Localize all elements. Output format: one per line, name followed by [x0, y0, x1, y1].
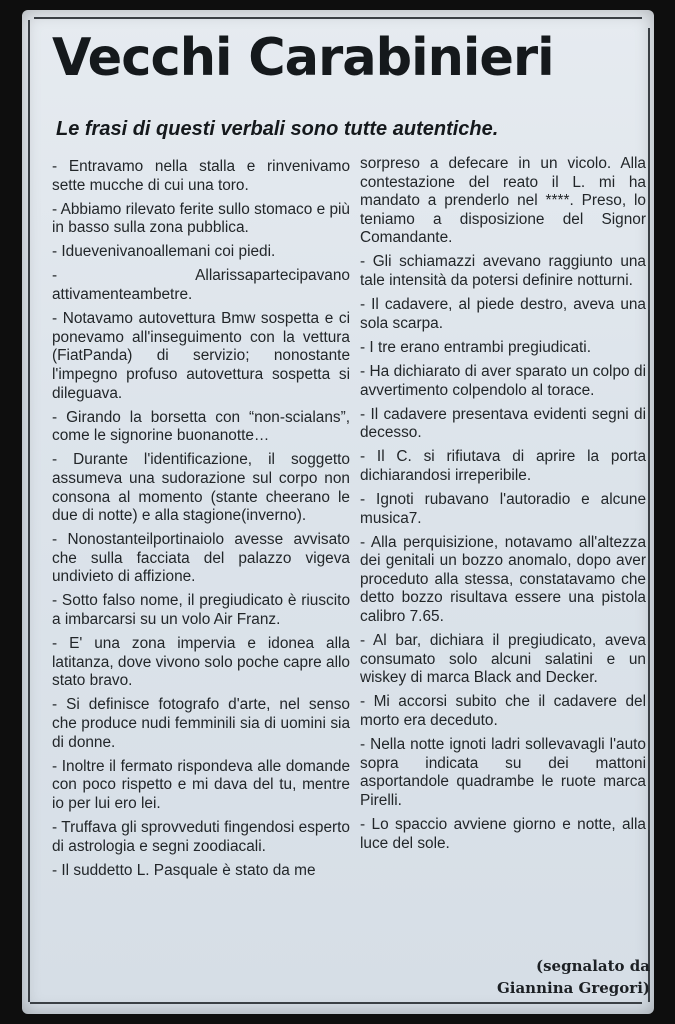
top-border-rule: [34, 17, 642, 19]
credit-author: Giannina Gregori): [496, 979, 650, 997]
quote-paragraph: - Truffava gli sprovveduti fingendosi esperto di astrologia e segni zoodiacali.: [52, 819, 350, 855]
quote-paragraph: - Abbiamo rilevato ferite sullo stomaco e più in basso sulla zona pubblica.: [52, 200, 350, 237]
bottom-border-rule: [30, 1002, 642, 1004]
quote-paragraph: - Il C. si rifiutava di aprire la porta dichiarandosi irreperibile.: [360, 448, 646, 484]
quote-paragraph: - Ignoti rubavano l'autoradio e alcune musica7.: [360, 491, 646, 527]
quote-paragraph: - Entravamo nella stalla e rinvenivamo sette mucche di cui una toro.: [52, 158, 350, 194]
quote-paragraph: sorpreso a defecare in un vicolo. Alla contestazione del reato il L. mi ha mandato a prenderlo nel ****. Preso, lo teniamo a disposizione del Signor Comandante.: [360, 155, 646, 247]
article-credit: [440, 955, 650, 999]
quote-paragraph: - Girando la borsetta con “non-scialans”, come le signorine buonanotte…: [52, 408, 350, 445]
quote-paragraph: - Nonostanteilportinaiolo avesse avvisato che sulla facciata del palazzo vigeva undivieto di affizione.: [52, 531, 350, 586]
quote-paragraph: - Il cadavere presentava evidenti segni di decesso.: [360, 405, 646, 442]
quote-paragraph: - Lo spaccio avviene giorno e notte, alla luce del sole.: [360, 816, 646, 852]
quote-paragraph: - Il suddetto L. Pasquale è stato da me: [52, 861, 316, 879]
article-title: Vecchi Carabinieri: [52, 28, 554, 88]
quote-paragraph: - Gli schiamazzi avevano raggiunto una tale intensità da potersi definire notturni.: [360, 253, 646, 290]
right-column: [360, 155, 646, 859]
quote-paragraph: - E' una zona impervia e idonea alla latitanza, dove vivono solo poche capre allo stato bravo.: [52, 635, 350, 690]
left-border-rule: [28, 20, 30, 1002]
quote-paragraph: - Si definisce fotografo d'arte, nel senso che produce nudi femminili sia di uomini sia di donne.: [52, 696, 350, 751]
credit-line: (segnalato da: [536, 957, 650, 975]
quote-paragraph: - Mi accorsi subito che il cadavere del morto era deceduto.: [360, 693, 646, 730]
quote-paragraph: - Il cadavere, al piede destro, aveva una sola scarpa.: [360, 296, 646, 332]
quote-paragraph: - Nella notte ignoti ladri sollevavagli l'auto sopra indicata su dei mattoni asportandole quadrambe le ruote marca Pirelli.: [360, 736, 646, 809]
quote-paragraph: - Durante l'identificazione, il soggetto assumeva una sudorazione sul corpo non consona al momento (stante cheerano le due di notte) e alla stagione(inverno).: [52, 451, 350, 525]
quote-paragraph: - Alla perquisizione, notavamo all'altezza dei genitali un bozzo anomalo, dopo aver proceduto alla stessa, constatavamo che detto bozzo risultava essere una pistola calibro 7.65.: [360, 533, 646, 626]
quote-paragraph: - I tre erano entrambi pregiudicati.: [360, 338, 591, 356]
quote-paragraph: - Al bar, dichiara il pregiudicato, aveva consumato solo alcuni salatini e un wiskey di marca Black and Decker.: [360, 632, 646, 687]
quote-paragraph: - Sotto falso nome, il pregiudicato è riuscito a imbarcarsi su un volo Air Franz.: [52, 592, 350, 629]
newspaper-clipping: [22, 10, 654, 1014]
quote-paragraph: - Iduevenivanoallemani coi piedi.: [52, 243, 276, 261]
right-border-rule: [648, 28, 650, 1002]
quote-paragraph: - Inoltre il fermato rispondeva alle domande con poco rispetto e mi dava del tu, mentre io per lui ero lei.: [52, 757, 350, 812]
article-subtitle: Le frasi di questi verbali sono tutte autentiche.: [56, 118, 499, 140]
quote-paragraph: - Allarissapartecipavano attivamenteambetre.: [52, 267, 350, 304]
quote-paragraph: - Notavamo autovettura Bmw sospetta e ci ponevamo all'inseguimento con la vettura (FiatPanda) di servizio; nonostante l'impegno profuso autovettura sospetta si dileguava.: [52, 310, 350, 402]
left-column: [52, 158, 350, 886]
quote-paragraph: - Ha dichiarato di aver sparato un colpo di avvertimento colpendolo al torace.: [360, 362, 646, 399]
